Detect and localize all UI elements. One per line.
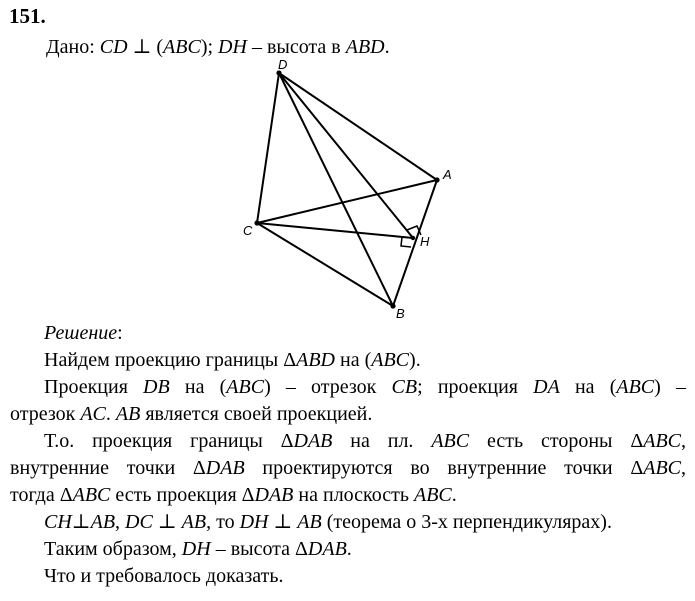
text: ,: [681, 430, 687, 452]
text: ABC: [643, 430, 682, 452]
point-c: [254, 220, 259, 225]
text: DAB: [205, 457, 245, 479]
edge-dc: [257, 73, 279, 223]
given-text: – высота в: [246, 36, 346, 58]
text: Проекция: [44, 376, 144, 398]
text: является своей проекцией.: [140, 403, 373, 425]
given-abd: ABD: [345, 36, 385, 58]
solution: [10, 320, 686, 590]
text: ABC: [413, 484, 452, 506]
solution-line-2: [10, 374, 686, 401]
text: ).: [409, 349, 421, 371]
edge-ab: [393, 180, 437, 306]
text: ABC: [226, 376, 265, 398]
text: DH: [239, 511, 269, 533]
solution-heading: [10, 320, 686, 347]
text: AB: [115, 403, 141, 425]
given-perp: ⊥ (: [127, 36, 164, 58]
text: CB: [391, 376, 418, 398]
point-a: [434, 177, 439, 182]
solution-line-4: [10, 428, 686, 455]
text: ABD: [296, 349, 335, 371]
text: .: [451, 484, 457, 506]
text: на плоскость: [293, 484, 414, 506]
solution-line-6: [10, 482, 686, 509]
text: AC: [80, 403, 106, 425]
text: – высота Δ: [210, 538, 308, 560]
label-b: B: [396, 306, 405, 321]
text: ⊥: [71, 511, 91, 533]
text: Найдем проекцию границы Δ: [44, 349, 297, 371]
text: AB: [181, 511, 207, 533]
text: AB: [90, 511, 116, 533]
text: проектируются во внутренние точки Δ: [244, 457, 644, 479]
text: ⊥: [152, 511, 182, 533]
text: AB: [297, 511, 322, 533]
given-dh: DH: [218, 36, 247, 58]
solution-line-8: [10, 536, 686, 563]
edge-ch: [257, 223, 413, 238]
text: на (: [169, 376, 227, 398]
text: Таким образом,: [44, 538, 182, 560]
given-cd: CD: [99, 36, 128, 58]
text: .: [346, 538, 352, 560]
text: ABC: [72, 484, 111, 506]
text: ,: [681, 457, 687, 479]
label-c: C: [243, 223, 253, 238]
text: ,: [115, 511, 126, 533]
text: DA: [533, 376, 560, 398]
label-h: H: [420, 234, 430, 249]
text: тогда Δ: [10, 484, 73, 506]
text: ) –: [654, 376, 686, 398]
text: ABC: [643, 457, 682, 479]
edge-ca: [257, 180, 437, 223]
text: DC: [125, 511, 153, 533]
text: есть проекция Δ: [110, 484, 255, 506]
solution-line-5: [10, 455, 686, 482]
text: ABC: [371, 349, 410, 371]
text: DB: [143, 376, 170, 398]
label-d: D: [278, 57, 288, 72]
text: CH: [44, 511, 72, 533]
text: , то: [206, 511, 240, 533]
text: на пл.: [332, 430, 432, 452]
text: (теорема о 3-х перпендикулярах).: [321, 511, 612, 533]
text: есть стороны Δ: [469, 430, 644, 452]
text: внутренние точки Δ: [10, 457, 206, 479]
text: ABC: [616, 376, 655, 398]
label-a: A: [443, 167, 452, 182]
solution-line-9: [10, 563, 686, 590]
given-abc: ABC: [163, 36, 201, 58]
solution-line-7: [10, 509, 686, 536]
edge-da: [279, 73, 437, 180]
text: DH: [181, 538, 211, 560]
solution-heading-text: Решение: [44, 322, 118, 344]
point-h: [411, 236, 415, 240]
text: ) – отрезок: [264, 376, 392, 398]
solution-heading-colon: :: [117, 322, 123, 344]
text: ; проекция: [417, 376, 534, 398]
text: ABC: [431, 430, 470, 452]
text: Что и требовалось доказать.: [44, 565, 284, 587]
text: отрезок: [10, 403, 81, 425]
problem-number: 151.: [9, 4, 46, 28]
text: .: [105, 403, 116, 425]
given-sep: );: [200, 36, 219, 58]
text: DAB: [307, 538, 347, 560]
text: ⊥: [268, 511, 298, 533]
solution-line-1: [10, 347, 686, 374]
text: на (: [335, 349, 372, 371]
solution-line-3: [10, 401, 686, 428]
given-end: .: [384, 36, 390, 58]
text: DAB: [293, 430, 333, 452]
text: DAB: [254, 484, 294, 506]
text: Т.о. проекция границы Δ: [44, 430, 294, 452]
given-label: Дано:: [46, 36, 100, 58]
text: на (: [559, 376, 617, 398]
point-b: [390, 303, 395, 308]
